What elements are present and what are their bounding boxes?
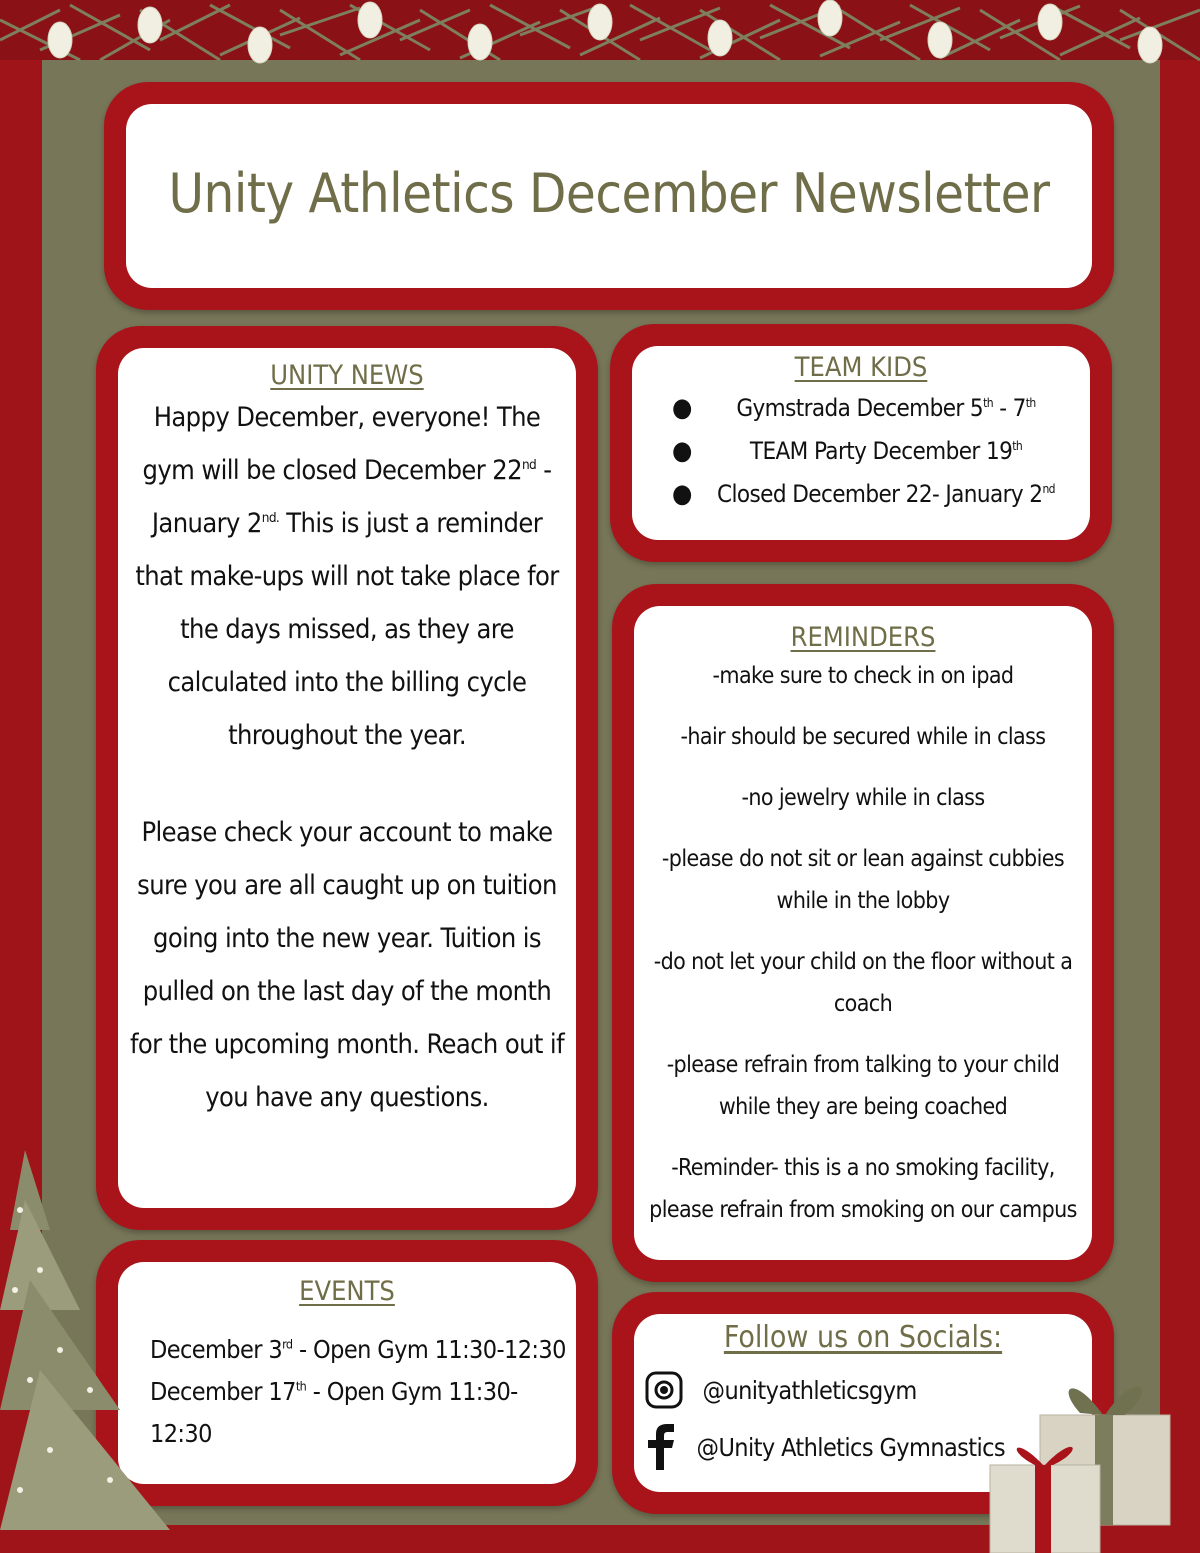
team-kids-heading: TEAM KIDS	[794, 352, 928, 383]
team-kids-list	[632, 387, 1090, 516]
title-card	[104, 82, 1114, 310]
team-kids-card	[610, 324, 1112, 562]
events-heading: EVENTS	[299, 1276, 395, 1307]
bullet-icon: ●	[672, 393, 692, 423]
news-paragraph-2: Please check your account to make sure you are all caught up on tuition going into the new year. Tuition is pulled on the last day of the month for the upcoming month. Reach out if you have any questions.	[129, 817, 565, 1113]
pine-garland-decoration	[0, 0, 1200, 80]
events-list	[118, 1329, 576, 1455]
bullet-icon: ●	[672, 436, 692, 466]
gift-boxes-decoration	[985, 1355, 1200, 1553]
socials-heading: Follow us on Socials:	[723, 1320, 1003, 1355]
reminder-item: -do not let your child on the floor without a coach	[653, 949, 1073, 1017]
reminder-item: -no jewelry while in class	[741, 785, 985, 811]
unity-news-card	[96, 326, 598, 1230]
instagram-icon	[644, 1370, 684, 1410]
facebook-handle: @Unity Athletics Gymnastics	[696, 1432, 1006, 1462]
event-item: December 3rd - Open Gym 11:30-12:30	[150, 1335, 566, 1364]
unity-news-body	[126, 391, 568, 1124]
christmas-tree-decoration	[0, 1150, 180, 1553]
facebook-icon	[644, 1424, 678, 1470]
list-item: ● Gymstrada December 5th - 7th	[632, 387, 1090, 430]
reminder-item: -please do not sit or lean against cubbies while in the lobby	[661, 846, 1065, 914]
reminders-heading: REMINDERS	[790, 622, 936, 653]
instagram-row[interactable]	[644, 1370, 917, 1410]
page-title: Unity Athletics December Newsletter	[168, 162, 1050, 225]
reminder-item: -please refrain from talking to your child while they are being coached	[666, 1052, 1060, 1120]
unity-news-heading: UNITY NEWS	[270, 360, 424, 391]
list-item: ● TEAM Party December 19th	[632, 430, 1090, 473]
bullet-icon: ●	[672, 479, 692, 509]
facebook-row[interactable]	[644, 1424, 1005, 1470]
reminders-card	[612, 584, 1114, 1282]
news-paragraph-1: Happy December, everyone! The gym will be closed December 22nd - January $2^{nd.}$ This is just a reminder that make-ups will not take place for the days missed, as they are calculated into the billing cycle throughout the year.	[135, 402, 559, 751]
event-item: December 17th - Open Gym 11:30-12:30	[150, 1377, 518, 1448]
reminder-item: -Reminder- this is a no smoking facility, please refrain from smoking on our campus	[649, 1155, 1077, 1223]
reminder-item: -hair should be secured while in class	[680, 724, 1046, 750]
list-item: ● Closed December 22- January 2nd	[632, 473, 1090, 516]
reminders-list	[634, 655, 1092, 1231]
instagram-handle: @unityathleticsgym	[702, 1375, 917, 1405]
reminder-item: -make sure to check in on ipad	[712, 663, 1014, 689]
